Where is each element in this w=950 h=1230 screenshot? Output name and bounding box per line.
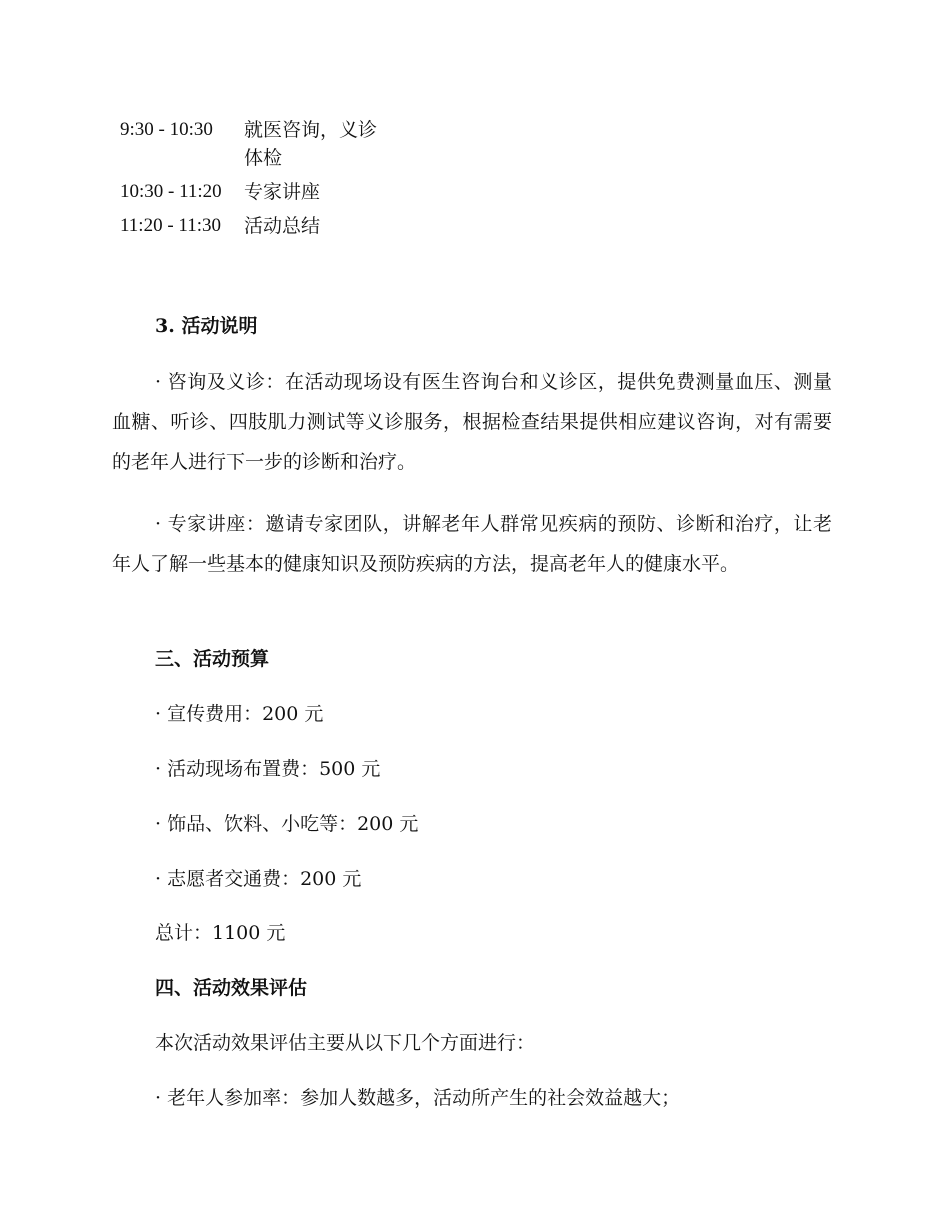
schedule-activity: 活动总结: [244, 215, 321, 237]
schedule-time: 11:20 - 11:30: [120, 215, 221, 236]
budget-item: · 活动现场布置费：500 元: [155, 758, 381, 780]
consult-paragraph: · 咨询及义诊：在活动现场设有医生咨询台和义诊区，提供免费测量血压、测量血糖、听诊、四肢肌力测试等义诊服务，根据检查结果提供相应建议咨询，对有需要的老年人进行下一步的诊断和治疗。: [112, 371, 832, 473]
lecture-paragraph: · 专家讲座：邀请专家团队，讲解老年人群常见疾病的预防、诊断和治疗，让老年人了解一些基本的健康知识及预防疾病的方法，提高老年人的健康水平。: [112, 513, 832, 575]
section-3-heading: 3. 活动说明: [155, 315, 258, 337]
evaluation-intro: 本次活动效果评估主要从以下几个方面进行：: [155, 1032, 536, 1054]
evaluation-item: · 老年人参加率：参加人数越多，活动所产生的社会效益越大；: [155, 1087, 681, 1109]
schedule-table: [120, 116, 520, 246]
budget-item: · 饰品、饮料、小吃等：200 元: [155, 813, 419, 835]
evaluation-heading: 四、活动效果评估: [155, 977, 308, 999]
schedule-activity: 专家讲座: [244, 181, 321, 203]
schedule-time: 10:30 - 11:20: [120, 181, 222, 202]
schedule-row: [120, 212, 520, 240]
schedule-row: [120, 116, 520, 172]
budget-heading: 三、活动预算: [155, 648, 270, 670]
schedule-time: 9:30 - 10:30: [120, 119, 213, 140]
budget-item: · 志愿者交通费：200 元: [155, 868, 362, 890]
schedule-activity: 就医咨询，义诊体检: [244, 119, 378, 169]
budget-total: 总计：1100 元: [155, 922, 286, 944]
budget-item: · 宣传费用：200 元: [155, 703, 324, 725]
schedule-row: [120, 178, 520, 206]
